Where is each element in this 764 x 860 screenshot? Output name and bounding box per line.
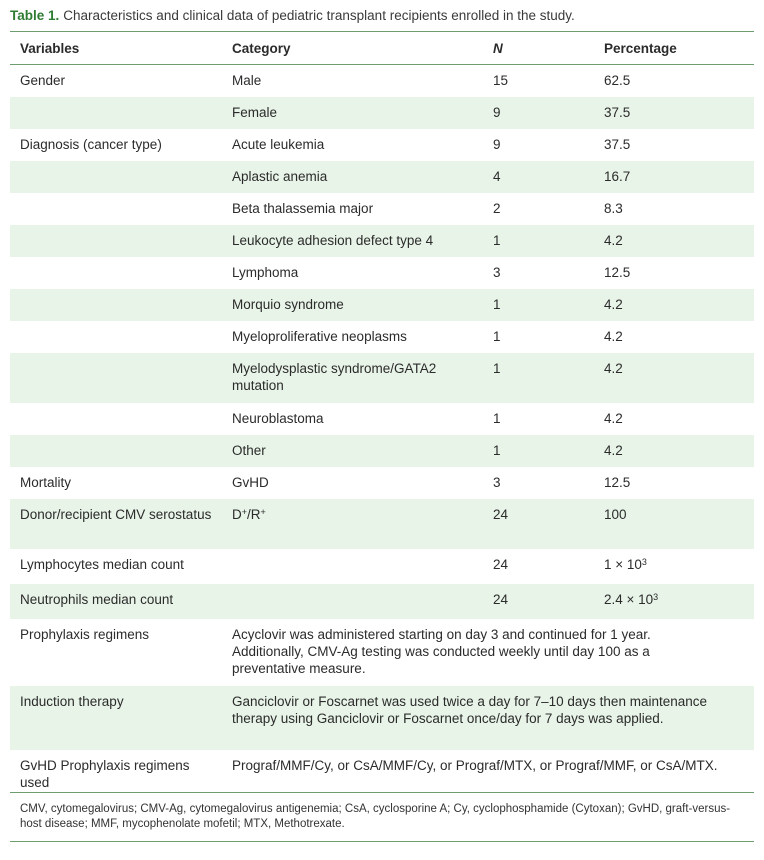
table-label: Table 1.	[10, 8, 60, 23]
table-row	[10, 193, 754, 225]
variable-cell: Mortality	[10, 467, 222, 499]
percentage-cell	[594, 549, 754, 584]
table-row	[10, 435, 754, 467]
description-cell: Ganciclovir or Foscarnet was used twice a day for 7–10 days then maintenance therapy using Ganciclovir or Foscarnet once/day for 7 days was applied.	[222, 686, 754, 750]
table-row	[10, 750, 754, 793]
description-cell: Prograf/MMF/Cy, or CsA/MMF/Cy, or Prograf/MTX, or Prograf/MMF, or CsA/MTX.	[222, 750, 754, 793]
n-cell: 2	[483, 193, 594, 225]
table-row	[10, 65, 754, 97]
table-row	[10, 353, 754, 403]
donor-label: D	[232, 506, 242, 522]
recipient-sign: +	[260, 506, 266, 517]
characteristics-table	[10, 31, 754, 842]
category-cell: Leukocyte adhesion defect type 4	[222, 225, 483, 257]
header-n: N	[483, 32, 594, 65]
category-cell: Morquio syndrome	[222, 289, 483, 321]
table-row	[10, 619, 754, 686]
header-category: Category	[222, 32, 483, 65]
category-cell: Other	[222, 435, 483, 467]
percentage-cell: 100	[594, 499, 754, 549]
value-exponent: 3	[641, 556, 647, 567]
table-caption	[10, 7, 575, 25]
header-variables: Variables	[10, 32, 222, 65]
n-cell: 4	[483, 161, 594, 193]
variable-cell: Prophylaxis regimens	[10, 619, 222, 686]
percentage-cell: 4.2	[594, 225, 754, 257]
table-row	[10, 97, 754, 129]
category-cell: Female	[222, 97, 483, 129]
variable-cell	[10, 403, 222, 435]
category-cell: Lymphoma	[222, 257, 483, 289]
percentage-cell: 37.5	[594, 97, 754, 129]
table-row	[10, 257, 754, 289]
n-cell: 24	[483, 499, 594, 549]
variable-cell	[10, 435, 222, 467]
variable-cell	[10, 289, 222, 321]
variable-cell: Gender	[10, 65, 222, 97]
table-row	[10, 225, 754, 257]
table-row	[10, 467, 754, 499]
n-cell: 3	[483, 467, 594, 499]
variable-cell: GvHD Prophylaxis regimens used	[10, 750, 222, 793]
percentage-cell: 8.3	[594, 193, 754, 225]
table-row	[10, 584, 754, 619]
percentage-cell: 62.5	[594, 65, 754, 97]
caption-text: Characteristics and clinical data of pediatric transplant recipients enrolled in the study.	[63, 8, 575, 23]
table-row	[10, 686, 754, 750]
percentage-cell: 4.2	[594, 403, 754, 435]
table-row	[10, 289, 754, 321]
variable-cell	[10, 97, 222, 129]
n-cell: 3	[483, 257, 594, 289]
percentage-cell: 16.7	[594, 161, 754, 193]
n-cell: 9	[483, 129, 594, 161]
category-cell	[222, 499, 483, 549]
n-cell: 24	[483, 584, 594, 619]
header-row	[10, 32, 754, 65]
variable-cell: Diagnosis (cancer type)	[10, 129, 222, 161]
percentage-cell: 4.2	[594, 321, 754, 353]
percentage-cell: 12.5	[594, 467, 754, 499]
value-exponent: 3	[653, 591, 659, 602]
recipient-label: /R	[247, 506, 261, 522]
footnote-row	[10, 793, 754, 842]
table-row	[10, 499, 754, 549]
value-base: 1 × 10	[604, 556, 642, 572]
n-cell: 1	[483, 403, 594, 435]
category-cell	[222, 584, 483, 619]
percentage-cell	[594, 584, 754, 619]
category-cell: Myelodysplastic syndrome/GATA2 mutation	[222, 353, 483, 403]
variable-cell	[10, 353, 222, 403]
category-cell: Myeloproliferative neoplasms	[222, 321, 483, 353]
variable-cell: Induction therapy	[10, 686, 222, 750]
percentage-cell: 4.2	[594, 435, 754, 467]
variable-cell	[10, 225, 222, 257]
n-cell: 1	[483, 435, 594, 467]
n-cell: 9	[483, 97, 594, 129]
category-cell: Aplastic anemia	[222, 161, 483, 193]
percentage-cell: 4.2	[594, 289, 754, 321]
table-row	[10, 129, 754, 161]
n-cell: 1	[483, 289, 594, 321]
n-cell: 1	[483, 225, 594, 257]
description-cell: Acyclovir was administered starting on day 3 and continued for 1 year. Additionally, CMV-Ag testing was conducted weekly until day 100 as a preventative measure.	[222, 619, 754, 686]
n-cell: 1	[483, 353, 594, 403]
variable-cell	[10, 257, 222, 289]
category-cell: Acute leukemia	[222, 129, 483, 161]
percentage-cell: 37.5	[594, 129, 754, 161]
table-row	[10, 403, 754, 435]
variable-cell	[10, 161, 222, 193]
variable-cell	[10, 193, 222, 225]
category-cell: GvHD	[222, 467, 483, 499]
category-cell	[222, 549, 483, 584]
n-cell: 1	[483, 321, 594, 353]
category-cell: Neuroblastoma	[222, 403, 483, 435]
percentage-cell: 4.2	[594, 353, 754, 403]
variable-cell: Donor/recipient CMV serostatus	[10, 499, 222, 549]
table-row	[10, 161, 754, 193]
table-row	[10, 321, 754, 353]
donor-sign: +	[241, 506, 248, 517]
category-cell: Beta thalassemia major	[222, 193, 483, 225]
variable-cell	[10, 321, 222, 353]
value-base: 2.4 × 10	[604, 591, 654, 607]
variable-cell: Neutrophils median count	[10, 584, 222, 619]
header-percentage: Percentage	[594, 32, 754, 65]
table-row	[10, 549, 754, 584]
percentage-cell: 12.5	[594, 257, 754, 289]
footnote: CMV, cytomegalovirus; CMV-Ag, cytomegalovirus antigenemia; CsA, cyclosporine A; Cy, cyclophosphamide (Cytoxan); GvHD, graft-versus-host disease; MMF, mycophenolate mofetil; MTX, Methotrexate.	[10, 793, 754, 842]
n-cell: 24	[483, 549, 594, 584]
variable-cell: Lymphocytes median count	[10, 549, 222, 584]
category-cell: Male	[222, 65, 483, 97]
n-cell: 15	[483, 65, 594, 97]
